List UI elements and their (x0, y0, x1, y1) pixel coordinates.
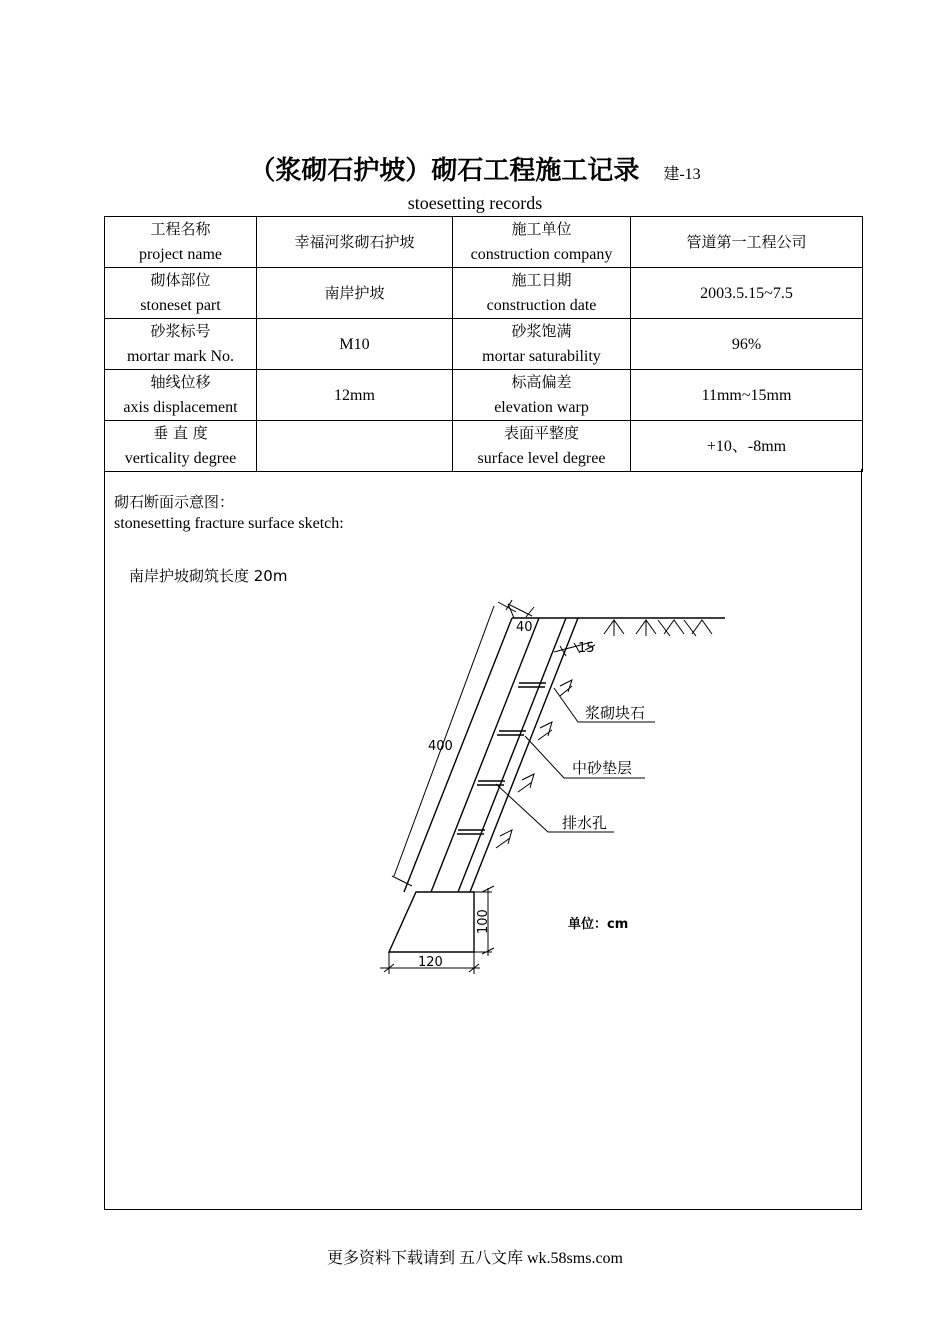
page-title: （浆砌石护坡）砌石工程施工记录 (249, 156, 640, 186)
footer-text: 更多资料下载请到 五八文库 wk.58sms.com (326, 1250, 623, 1267)
field-value: 幸福河浆砌石护坡 (257, 217, 453, 268)
field-label: 标高偏差 elevation warp (453, 370, 631, 421)
dim-400-label: 400 (428, 739, 453, 754)
slope-length-note: 南岸护坡砌筑长度 20m (129, 567, 288, 585)
field-value: 南岸护坡 (257, 268, 453, 319)
field-label: 垂 直 度 verticality degree (105, 421, 257, 472)
sketch-label-cn: 砌石断面示意图： (114, 493, 235, 511)
callout-sand-layer: 中砂垫层 (572, 759, 633, 777)
page-subtitle: stoesetting records (407, 193, 543, 213)
dim-15-label: 15 (578, 641, 595, 656)
dim-120-label: 120 (418, 955, 443, 970)
field-label: 砂浆标号 mortar mark No. (105, 319, 257, 370)
field-label: 轴线位移 axis displacement (105, 370, 257, 421)
field-value: 11mm~15mm (631, 370, 863, 421)
dim-40-label: 40 (516, 620, 533, 635)
field-label: 砌体部位 stoneset part (105, 268, 257, 319)
field-value: +10、-8mm (631, 421, 863, 472)
callout-masonry: 浆砌块石 (585, 704, 646, 722)
field-value: 2003.5.15~7.5 (631, 268, 863, 319)
field-label: 砂浆饱满 mortar saturability (453, 319, 631, 370)
field-label: 工程名称 project name (105, 217, 257, 268)
cushion-outer-line (470, 618, 578, 892)
field-value: 管道第一工程公司 (631, 217, 863, 268)
slope-inner-line (431, 618, 539, 892)
dim-100-label: 100 (476, 909, 491, 934)
field-label: 施工单位 construction company (453, 217, 631, 268)
field-value: 96% (631, 319, 863, 370)
field-value: M10 (257, 319, 453, 370)
callout-drain-hole: 排水孔 (562, 814, 608, 832)
slope-outer-line (404, 618, 512, 892)
unit-label: 单位：cm (568, 917, 629, 932)
sketch-label-en: stonesetting fracture surface sketch: (114, 515, 344, 532)
foundation-block (389, 892, 474, 952)
field-label: 施工日期 construction date (453, 268, 631, 319)
field-label: 表面平整度 surface level degree (453, 421, 631, 472)
form-code: 建-13 (663, 166, 701, 183)
field-value: 12mm (257, 370, 453, 421)
